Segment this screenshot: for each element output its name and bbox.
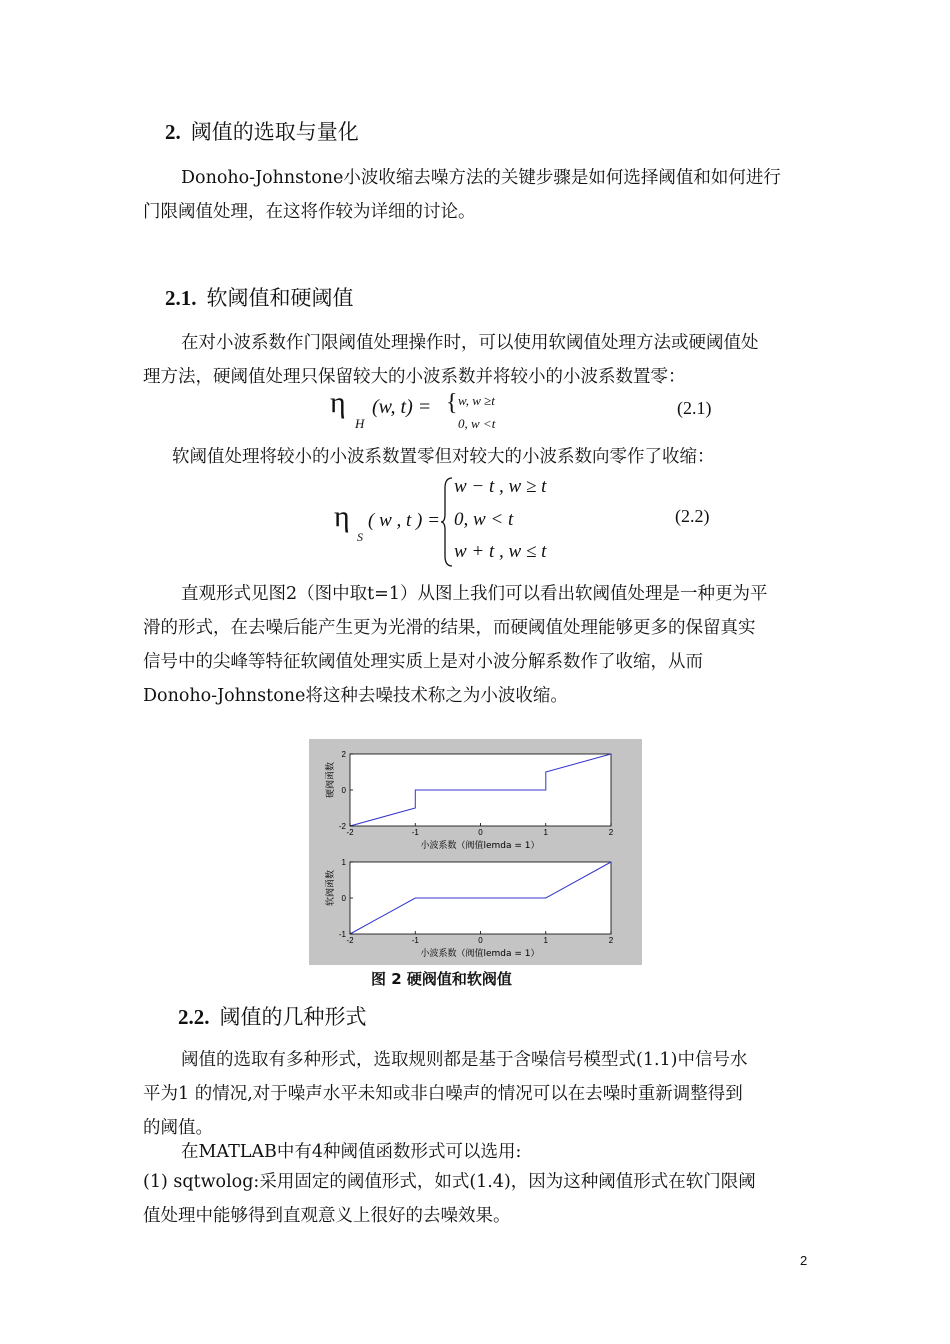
paragraph-3 <box>172 440 837 474</box>
text-line: 理方法，硬阈值处理只保留较大的小波系数并将较小的小波系数置零： <box>143 367 686 387</box>
y-tick-label: 0 <box>341 786 346 795</box>
eta-subscript: S <box>357 530 363 544</box>
section-title: 阈值的几种形式 <box>219 1005 367 1029</box>
section-number: 2.2. <box>178 1005 210 1029</box>
y-tick-label: 2 <box>341 750 346 759</box>
equation-case-2: 0, w < t <box>454 509 514 530</box>
x-tick-label: 1 <box>543 936 548 945</box>
text-line: 阈值的选取有多种形式，选取规则都是基于含噪信号模型式(1.1)中信号水 <box>181 1050 748 1070</box>
equation-args: ( w , t ) = <box>368 510 440 531</box>
text-line: 在对小波系数作门限阈值处理操作时，可以使用软阈值处理方法或硬阈值处 <box>181 333 759 353</box>
text-line: 软阈值处理将较小的小波系数置零但对较大的小波系数向零作了收缩： <box>172 447 715 467</box>
x-tick-label: 2 <box>608 936 614 945</box>
y-axis-label: 硬阀函数 <box>326 761 336 799</box>
x-tick-label: 0 <box>478 828 483 837</box>
eta-symbol: η <box>330 386 346 419</box>
x-tick-label: -1 <box>411 828 419 837</box>
x-tick-label: -2 <box>346 828 354 837</box>
equation-2-1 <box>330 388 750 438</box>
y-tick-label: 0 <box>341 894 346 903</box>
section-number: 2. <box>165 120 181 144</box>
y-tick-label: -1 <box>338 930 346 939</box>
paragraph-7 <box>143 1165 808 1233</box>
x-tick-label: -1 <box>411 936 419 945</box>
figure-2 <box>309 739 642 965</box>
left-brace <box>440 476 454 568</box>
text-line: 直观形式见图2（图中取t=1）从图上我们可以看出软阈值处理是一种更为平 <box>181 584 768 604</box>
equation-case-1: w − t , w ≥ t <box>454 476 547 497</box>
text-line: 值处理中能够得到直观意义上很好的去噪效果。 <box>143 1206 511 1226</box>
text-line: Donoho-Johnstone小波收缩去噪方法的关键步骤是如何选择阈值和如何进行 <box>181 168 781 188</box>
text-line: 在MATLAB中有4种阈值函数形式可以选用: <box>181 1142 522 1162</box>
page-number: 2 <box>800 1253 808 1268</box>
paragraph-4 <box>143 577 808 713</box>
equation-number: (2.1) <box>677 398 712 418</box>
figure-2-plots <box>309 739 642 965</box>
x-tick-label: 2 <box>608 828 614 837</box>
text-line: 滑的形式，在去噪后能产生更为光滑的结果，而硬阈值处理能够更多的保留真实 <box>143 618 756 638</box>
y-tick-label: 1 <box>341 858 346 867</box>
equation-2-2 <box>330 474 750 570</box>
text-line: 平为1 的情况,对于噪声水平未知或非白噪声的情况可以在去噪时重新调整得到 <box>143 1084 743 1104</box>
equation-case-3: w + t , w ≤ t <box>454 541 547 562</box>
equation-case-2: 0, w <t <box>458 416 496 431</box>
section-title: 阈值的选取与量化 <box>190 120 359 144</box>
section-heading-2-2 <box>178 1001 367 1031</box>
left-brace: { <box>446 390 458 416</box>
paragraph-6 <box>143 1135 808 1169</box>
eta-subscript: H <box>355 416 365 431</box>
section-heading-2-1 <box>165 282 354 312</box>
paragraph-2 <box>143 326 808 394</box>
eta-symbol: η <box>334 500 350 533</box>
paragraph-1 <box>143 161 808 229</box>
text-line: (1) sqtwolog:采用固定的阈值形式，如式(1.4)，因为这种阈值形式在软门限阈 <box>143 1172 756 1192</box>
y-axis-label: 软阀函数 <box>326 869 336 907</box>
y-tick-label: -2 <box>338 822 346 831</box>
figure-caption: 图 2 硬阀值和软阀值 <box>371 970 512 988</box>
equation-number: (2.2) <box>675 506 710 526</box>
x-tick-label: -2 <box>346 936 354 945</box>
x-tick-label: 0 <box>478 936 483 945</box>
section-heading-2 <box>165 116 359 146</box>
text-line: 门限阈值处理，在这将作较为详细的讨论。 <box>143 202 476 222</box>
equation-case-1: w, w ≥t <box>458 393 495 408</box>
text-line: 信号中的尖峰等特征软阈值处理实质上是对小波分解系数作了收缩，从而 <box>143 652 703 672</box>
paragraph-5 <box>143 1043 808 1145</box>
x-axis-label: 小波系数（阀值lemda = 1） <box>420 949 540 959</box>
equation-args: (w, t) = <box>372 396 432 418</box>
text-line: Donoho-Johnstone将这种去噪技术称之为小波收缩。 <box>143 686 568 706</box>
section-title: 软阈值和硬阈值 <box>206 286 354 310</box>
x-axis-label: 小波系数（阀值lemda = 1） <box>420 841 540 851</box>
section-number: 2.1. <box>165 286 197 310</box>
x-tick-label: 1 <box>543 828 548 837</box>
text-line: 的阈值。 <box>143 1118 213 1138</box>
